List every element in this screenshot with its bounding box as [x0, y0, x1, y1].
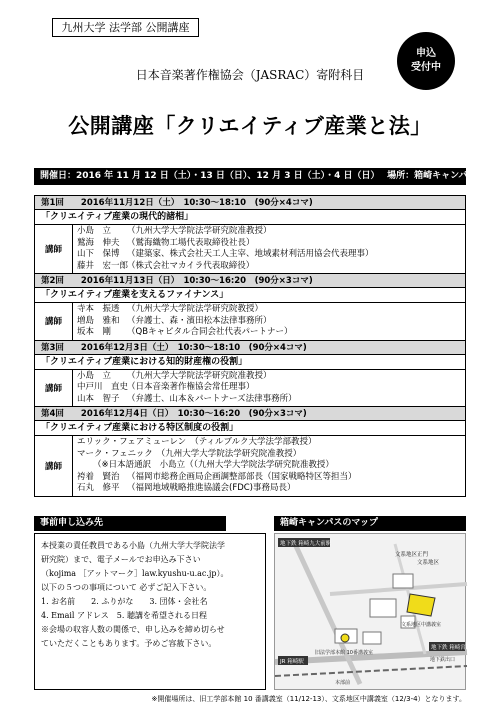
lecturer-name [77, 460, 93, 472]
lecturer-row [77, 249, 461, 261]
lecturer-list [73, 303, 465, 340]
session-theme: 「クリエイティブ産業における知的財産権の役割」 [35, 355, 465, 370]
lecturer-name: 小島 立 [77, 226, 112, 236]
lecturer-row [77, 226, 461, 238]
venue-footnote: ※開催場所は、旧工学部本館 10 番講義室（11/12-13）、文系地区中講義室（12/3-4）となります。 [151, 695, 466, 703]
page-title: 公開講座「クリエイティブ産業と法」 [68, 114, 432, 138]
lecturer-row [77, 460, 461, 472]
session-theme: 「クリエイティブ産業の現代的諸相」 [35, 210, 465, 225]
registration-line: ※会場の収容人数の関係で、申し込みを締め切らせ [41, 625, 225, 634]
venue-lecture-hall-marker [407, 594, 435, 616]
registration-line: 以下の５つの事項について 必ずご記入下さい。 [41, 583, 212, 592]
lecturer-affiliation: （弁護士、山本＆パートナーズ法律事務所） [127, 393, 297, 404]
map-label-lecture-hall: 文系地区中講義室 [401, 622, 442, 628]
lecturer-row [77, 449, 461, 461]
lecturer-name: 袴着 賢治 [77, 471, 120, 482]
lecturer-row [77, 437, 461, 449]
registration-box [34, 533, 266, 690]
lecturer-name: 石丸 修平 [77, 483, 120, 493]
lecturer-row [77, 304, 461, 316]
lecturer-label: 講師 [35, 436, 73, 496]
session-header: 第3回 2016年12月3日（土） 10:30～18:10 (90分×4コマ) [35, 341, 465, 355]
lecturer-row [77, 261, 461, 273]
lecturer-affiliation: （九州大学大学院法学研究院准教授） [127, 370, 272, 381]
lecturer-affiliation: （建築家、株式会社天工人主宰、地域素材利活用協会代表理事） [127, 249, 374, 259]
registration-heading: 事前申し込み先 [34, 516, 226, 531]
session-lecturers [35, 303, 465, 340]
lecturer-row [77, 382, 461, 394]
lecturer-name: 山本 智子 [77, 393, 120, 404]
session-schedule [34, 195, 466, 497]
registration-line: 1. お名前 2. ふりがな 3. 団体・会社名 [41, 597, 208, 606]
session-lecturers [35, 436, 465, 496]
session-1 [34, 195, 466, 274]
map-label-station2: 地下鉄 箱崎宮前駅 [431, 645, 477, 651]
badge-line-2: 受付中 [411, 62, 441, 73]
map-label-campus-gate: 文系地区正門 [395, 552, 429, 558]
lecturer-label: 講師 [35, 370, 73, 407]
campus-map [274, 533, 477, 690]
lecturer-name: 増島 雅和 [77, 315, 120, 326]
lecturer-affiliation: （九州大学大学院法学研究院准教授） [127, 226, 272, 236]
lecturer-affiliation: （日本音楽著作権協会常任理事） [127, 382, 255, 392]
lecturer-row [77, 316, 461, 328]
lecturer-name: 鷲海 伸夫 [77, 237, 120, 248]
lecturer-affiliation: （ティルブルク大学法学部教授） [190, 437, 317, 447]
session-theme: 「クリエイティブ産業を支えるファイナンス」 [35, 288, 465, 303]
lecturer-affiliation: （弁護士、森・濱田松本法律事務所） [127, 315, 272, 326]
lecturer-affiliation: （九州大学大学院法学研究院准教授） [156, 448, 302, 459]
lecturer-name: 坂本 剛 [77, 327, 112, 337]
lecturer-name: 藤井 宏一郎 [77, 260, 129, 271]
session-header: 第2回 2016年11月13日（日） 10:30～16:20 (90分×3コマ) [35, 274, 465, 288]
lecturer-row [77, 483, 461, 495]
session-lecturers [35, 225, 465, 273]
map-label-jr: JR 箱崎駅 [280, 659, 304, 665]
lecturer-label: 講師 [35, 225, 73, 273]
map-heading: 箱崎キャンパスのマップ [274, 516, 466, 531]
sponsor-line: 日本音楽著作権協会（JASRAC）寄附科目 [135, 68, 365, 82]
session-header: 第1回 2016年11月12日（土） 10:30～18:10 (90分×4コマ) [35, 196, 465, 210]
lecturer-row [77, 371, 461, 383]
map-label-bldg10: 旧法学部本館 10番講義室 [315, 650, 373, 656]
session-theme: 「クリエイティブ産業における特区制度の役割」 [35, 421, 465, 436]
session-4 [34, 407, 466, 497]
lecturer-name: 中戸川 直史 [77, 382, 129, 392]
lecturer-affiliation: （鷲海織物工場代表取締役社長） [127, 237, 255, 248]
session-2 [34, 274, 466, 341]
lecturer-row [77, 238, 461, 250]
lecturer-label: 講師 [35, 303, 73, 340]
lecturer-list [73, 370, 465, 407]
lecturer-name: エリック・フェアミューレン [77, 437, 187, 447]
lecturer-row [77, 472, 461, 484]
lecturer-affiliation: （※日本語通訳 小島立（（九州大学大学院法学研究院准教授） [93, 460, 334, 470]
program-label: 九州大学 法学部 公開講座 [52, 18, 199, 37]
lecturer-affiliation: （九州大学大学院法学研究院教授） [127, 304, 264, 314]
lecturer-name: 山下 保博 [77, 249, 120, 259]
venue-bldg10-marker [341, 634, 349, 642]
lecturer-row [77, 394, 461, 406]
lecturer-affiliation: （福岡地域戦略推進協議会(FDC)事務局長） [127, 483, 296, 493]
lecturer-list [73, 436, 465, 496]
map-label-area: 文系地区 [417, 560, 440, 566]
badge-line-1: 申込 [416, 48, 436, 59]
lecturer-name: 小島 立 [77, 370, 112, 381]
dates-location-bar: 開催日：2016 年 11 月 12 日（土）・13 日（日）、12 月 3 日（土）・4 日（日） 場所：箱崎キャンパス [34, 168, 466, 185]
registration-line: 4. Email アドレス 5. 聴講を希望される日程 [41, 611, 207, 620]
lecturer-affiliation: （福岡市総務企画局企画調整部部長（国家戦略特区等担当） [127, 471, 357, 482]
session-header: 第4回 2016年12月4日（日） 10:30～16:20 (90分×3コマ) [35, 407, 465, 421]
lecturer-list [73, 225, 465, 273]
lecturer-name: マーク・フェニック [77, 448, 153, 459]
map-label-road: 本部前 [335, 680, 351, 686]
map-label-exit: 地下鉄出口 [430, 657, 456, 663]
lecturer-affiliation: （株式会社マカイラ代表取締役） [127, 260, 255, 271]
map-label-station1: 地下鉄 箱崎九大前駅 [280, 541, 332, 547]
registration-line: 研究院）まで、電子メールでお申込み下さい [41, 555, 201, 564]
registration-line: （kojima ［アットマーク］law.kyushu-u.ac.jp）。 [41, 569, 229, 578]
lecturer-affiliation: （QBキャピタル合同会社代表パートナー） [127, 327, 293, 337]
lecturer-name: 寺本 振透 [77, 304, 120, 314]
session-3 [34, 341, 466, 408]
session-lecturers [35, 370, 465, 407]
registration-line: ていただくこともあります。予めご容赦下さい。 [41, 639, 217, 648]
registration-line: 本授業の責任教員である小島（九州大学大学院法学 [41, 541, 225, 550]
lecturer-row [77, 327, 461, 339]
